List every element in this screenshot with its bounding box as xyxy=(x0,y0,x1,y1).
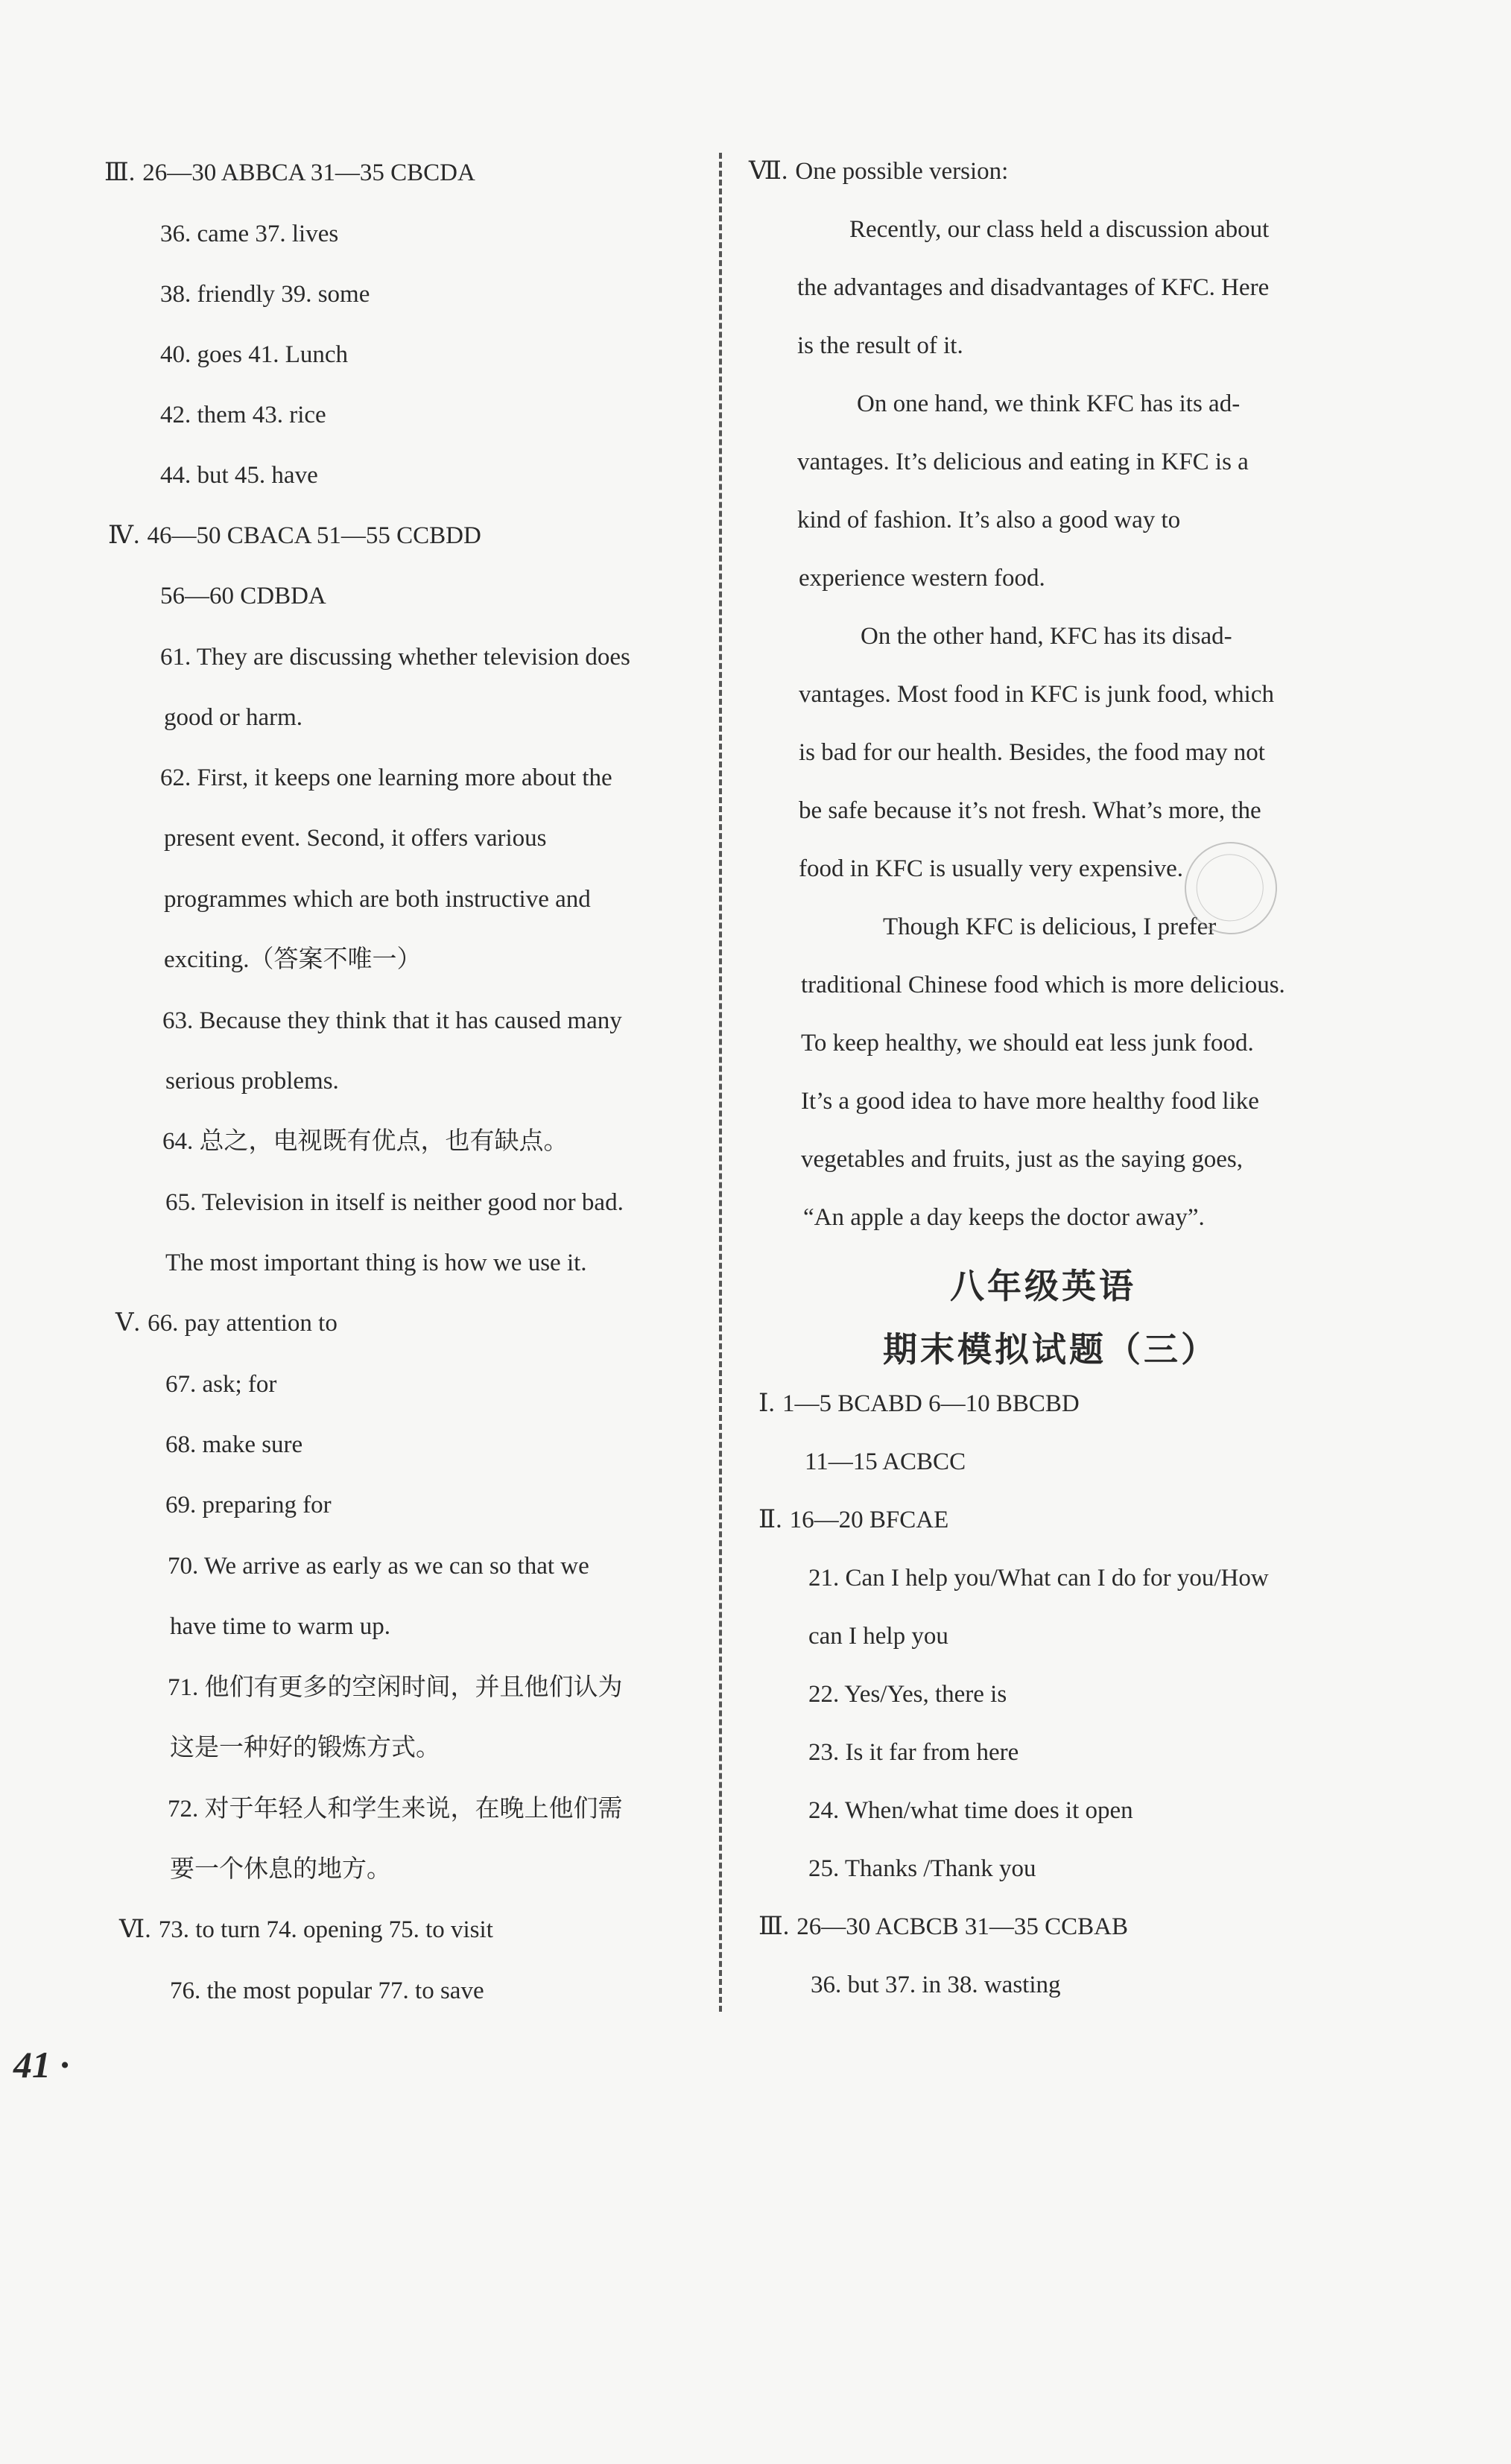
answer-line: 72. 对于年轻人和学生来说，在晚上他们需 xyxy=(168,1796,623,1822)
answer-line: 这是一种好的锻炼方式。 xyxy=(170,1735,440,1761)
section-6-answers: Ⅵ. 73. to turn 74. opening 75. to visit xyxy=(119,1916,493,1943)
essay-line: Recently, our class held a discussion about xyxy=(849,216,1270,243)
answer-line: good or harm. xyxy=(164,704,303,731)
essay-line: “An apple a day keeps the doctor away”. xyxy=(803,1204,1205,1231)
page-number: 41 · xyxy=(13,2044,69,2085)
answer-line: 36. came 37. lives xyxy=(160,221,339,247)
answer-line: 67. ask; for xyxy=(165,1371,277,1398)
section-heading-exam: 期末模拟试题（三） xyxy=(883,1329,1218,1369)
column-divider xyxy=(719,153,722,2012)
essay-line: To keep healthy, we should eat less junk food. xyxy=(801,1030,1254,1057)
answer-line: 38. friendly 39. some xyxy=(160,281,370,308)
section-4-answers: Ⅳ. 46—50 CBACA 51—55 CCBDD xyxy=(108,522,481,549)
answer-line: 要一个休息的地方。 xyxy=(170,1856,391,1883)
essay-line: Though KFC is delicious, I prefer xyxy=(883,913,1217,940)
essay-line: be safe because it’s not fresh. What’s more, the xyxy=(799,797,1261,824)
answer-line: 64. 总之，电视既有优点，也有缺点。 xyxy=(162,1128,568,1155)
answer-line: programmes which are both instructive and xyxy=(164,886,591,913)
essay-line: vantages. Most food in KFC is junk food, which xyxy=(799,681,1274,708)
answer-line: 44. but 45. have xyxy=(160,462,318,489)
essay-line: On the other hand, KFC has its disad- xyxy=(861,623,1232,650)
answer-line: 65. Television in itself is neither good nor bad. xyxy=(165,1189,624,1216)
answer-line: 56—60 CDBDA xyxy=(160,583,326,609)
section-5-answers: Ⅴ. 66. pay attention to xyxy=(115,1309,338,1337)
answer-line: 63. Because they think that it has caused many xyxy=(162,1007,622,1034)
essay-line: traditional Chinese food which is more delicious. xyxy=(801,972,1285,998)
answer-line: 71. 他们有更多的空闲时间，并且他们认为 xyxy=(168,1674,623,1701)
answer-line: 62. First, it keeps one learning more about the xyxy=(160,764,612,791)
section-2-answers: Ⅱ. 16—20 BFCAE xyxy=(758,1506,949,1533)
answer-line: 22. Yes/Yes, there is xyxy=(808,1681,1007,1708)
answer-line: exciting.（答案不唯一） xyxy=(164,946,422,973)
answer-line: 68. make sure xyxy=(165,1431,303,1458)
section-3-answers: Ⅲ. 26—30 ABBCA 31—35 CBCDA xyxy=(104,159,475,186)
answer-line: 76. the most popular 77. to save xyxy=(170,1977,484,2004)
answer-line: 69. preparing for xyxy=(165,1492,332,1518)
section-3-answers-b: Ⅲ. 26—30 ACBCB 31—35 CCBAB xyxy=(758,1913,1128,1940)
section-7-title: Ⅶ. One possible version: xyxy=(749,157,1009,185)
essay-line: the advantages and disadvantages of KFC. Here xyxy=(797,274,1270,301)
essay-line: is bad for our health. Besides, the food may not xyxy=(799,739,1265,766)
answer-line: 70. We arrive as early as we can so that we xyxy=(168,1553,589,1580)
answer-line: present event. Second, it offers various xyxy=(164,825,547,852)
answer-line: The most important thing is how we use it. xyxy=(165,1250,587,1276)
answer-line: 36. but 37. in 38. wasting xyxy=(811,1971,1061,1998)
answer-line: 23. Is it far from here xyxy=(808,1739,1019,1766)
section-heading-grade: 八年级英语 xyxy=(950,1266,1136,1306)
answer-line: 21. Can I help you/What can I do for you/How xyxy=(808,1565,1269,1592)
essay-line: It’s a good idea to have more healthy food like xyxy=(801,1088,1259,1115)
answer-line: 42. them 43. rice xyxy=(160,402,326,428)
section-1-answers: Ⅰ. 1—5 BCABD 6—10 BBCBD xyxy=(758,1390,1080,1417)
answer-line: can I help you xyxy=(808,1623,948,1650)
answer-line: 24. When/what time does it open xyxy=(808,1797,1133,1824)
essay-line: experience western food. xyxy=(799,565,1045,592)
essay-line: vegetables and fruits, just as the saying goes, xyxy=(801,1146,1243,1173)
answer-line: have time to warm up. xyxy=(170,1613,391,1640)
essay-line: kind of fashion. It’s also a good way to xyxy=(797,507,1181,533)
answer-line: 25. Thanks /Thank you xyxy=(808,1855,1036,1882)
stamp-ring xyxy=(1188,846,1272,930)
answer-line: serious problems. xyxy=(165,1068,339,1095)
essay-line: On one hand, we think KFC has its ad- xyxy=(857,390,1241,417)
essay-line: is the result of it. xyxy=(797,332,963,359)
answer-line: 61. They are discussing whether television does xyxy=(160,644,630,671)
answer-line: 40. goes 41. Lunch xyxy=(160,341,349,368)
essay-line: vantages. It’s delicious and eating in KFC is a xyxy=(797,449,1249,475)
answer-line: 11—15 ACBCC xyxy=(805,1448,966,1475)
essay-line: food in KFC is usually very expensive. xyxy=(799,855,1184,882)
